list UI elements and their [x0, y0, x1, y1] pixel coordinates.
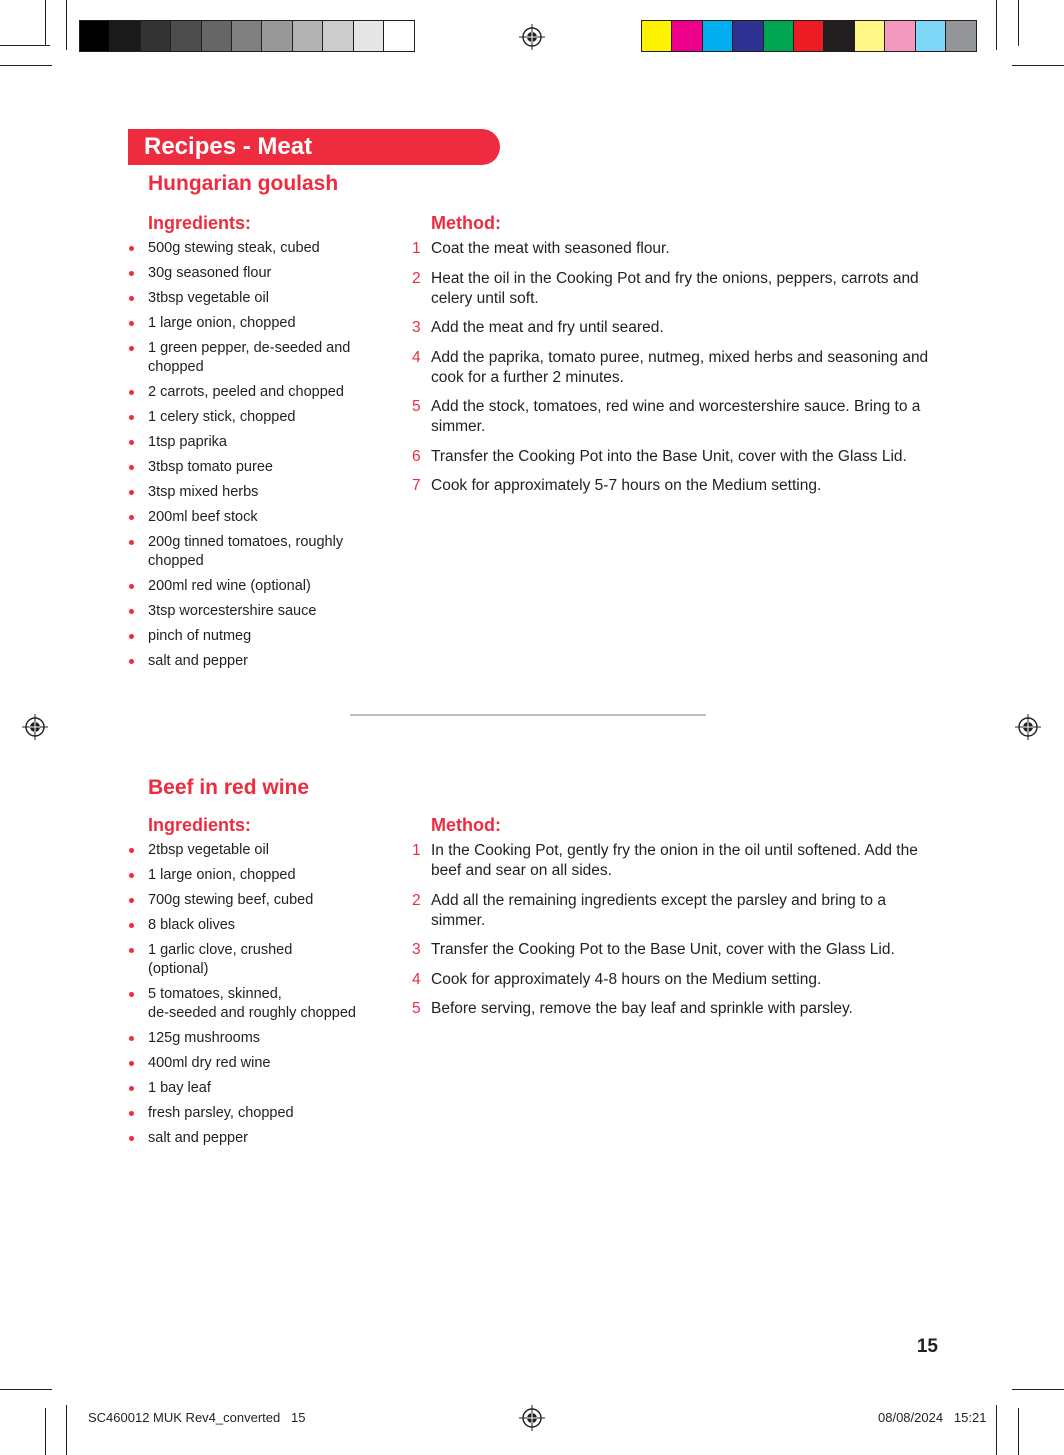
ingredient-text: salt and pepper: [148, 1130, 248, 1146]
bullet-icon: [129, 246, 134, 251]
ingredient-item: [129, 314, 369, 333]
ingredient-item: [129, 577, 369, 596]
recipe-divider: [350, 714, 706, 716]
step-number: 1: [412, 842, 421, 859]
crop-mark: [0, 45, 50, 46]
ingredient-item: [129, 339, 369, 377]
color-swatch: [855, 21, 885, 51]
ingredient-text: 2 carrots, peeled and chopped: [148, 384, 344, 400]
ingredient-text: 400ml dry red wine: [148, 1055, 271, 1071]
page-number: 15: [916, 1336, 938, 1357]
crop-mark: [996, 0, 997, 50]
step-number: 4: [412, 970, 421, 988]
ingredient-item: [129, 289, 369, 308]
ingredient-item: [129, 891, 369, 910]
ingredient-item: [129, 916, 369, 935]
ingredient-text: salt and pepper: [148, 653, 248, 669]
ingredient-text: 3tbsp vegetable oil: [148, 290, 269, 306]
ingredient-item: [129, 1079, 369, 1098]
ingredient-text: 3tsp worcestershire sauce: [148, 603, 317, 619]
ingredient-item: [129, 264, 369, 283]
bullet-icon: [129, 584, 134, 589]
color-swatch: [916, 21, 946, 51]
bullet-icon: [129, 390, 134, 395]
bullet-icon: [129, 609, 134, 614]
section-banner: Recipes - Meat: [128, 129, 500, 165]
method-step: [412, 239, 942, 259]
method-heading: Method:: [431, 815, 501, 835]
method-list: [412, 239, 942, 506]
color-swatch: [672, 21, 702, 51]
ingredient-item: [129, 1104, 369, 1123]
step-number: 2: [412, 891, 421, 909]
method-step: [412, 447, 942, 467]
color-swatch: [171, 21, 201, 51]
step-text: Add the stock, tomatoes, red wine and worcestershire sauce. Bring to a simmer.: [431, 398, 921, 435]
crop-mark: [1018, 0, 1019, 46]
ingredient-item: [129, 941, 369, 979]
ingredient-item: [129, 1129, 369, 1148]
ingredient-text: 2tbsp vegetable oil: [148, 842, 269, 858]
ingredients-list: [129, 841, 369, 1154]
method-list: [412, 841, 942, 1029]
ingredient-text: 8 black olives: [148, 917, 236, 933]
bullet-icon: [129, 634, 134, 639]
bullet-icon: [129, 873, 134, 878]
step-text: Heat the oil in the Cooking Pot and fry the onions, peppers, carrots and celery until soft.: [431, 269, 919, 307]
ingredient-item: [129, 1029, 369, 1048]
color-swatch: [80, 21, 110, 51]
ingredient-text: 1 bay leaf: [148, 1080, 211, 1096]
ingredient-text: 1 green pepper, de-seeded and chopped: [148, 340, 351, 375]
ingredient-text: 30g seasoned flour: [148, 265, 272, 281]
step-number: 3: [412, 941, 421, 958]
bullet-icon: [129, 415, 134, 420]
crop-mark: [45, 1408, 46, 1455]
ingredient-text: 200ml red wine (optional): [148, 578, 311, 594]
ingredient-text: 1 garlic clove, crushed (optional): [148, 942, 293, 977]
step-text: Before serving, remove the bay leaf and sprinkle with parsley.: [431, 1000, 853, 1017]
step-text: Add all the remaining ingredients except the parsley and bring to a simmer.: [431, 891, 886, 929]
grayscale-color-bar: [79, 20, 415, 52]
ingredient-text: 700g stewing beef, cubed: [148, 892, 314, 908]
color-swatch: [764, 21, 794, 51]
color-swatch: [110, 21, 140, 51]
ingredient-text: 3tsp mixed herbs: [148, 484, 259, 500]
ingredients-heading: Ingredients:: [148, 815, 252, 835]
ingredient-item: [129, 985, 369, 1023]
ingredient-item: [129, 458, 369, 477]
crop-mark: [1012, 1389, 1064, 1390]
recipe-title: Hungarian goulash: [148, 172, 339, 195]
registration-mark-icon: [519, 24, 545, 50]
footer-date: 08/08/2024 15:21: [878, 1410, 987, 1425]
color-swatch: [733, 21, 763, 51]
step-text: Coat the meat with seasoned flour.: [431, 240, 670, 257]
ingredient-item: [129, 408, 369, 427]
step-text: Add the paprika, tomato puree, nutmeg, mixed herbs and seasoning and cook for a further 2 minutes.: [431, 348, 929, 386]
crop-mark: [1012, 65, 1064, 66]
color-swatch: [703, 21, 733, 51]
process-color-bar: [641, 20, 977, 52]
step-text: Cook for approximately 5-7 hours on the Medium setting.: [431, 477, 822, 494]
color-swatch: [642, 21, 672, 51]
step-text: Add the meat and fry until seared.: [431, 319, 664, 336]
color-swatch: [202, 21, 232, 51]
ingredient-item: [129, 383, 369, 402]
bullet-icon: [129, 296, 134, 301]
ingredient-item: [129, 841, 369, 860]
bullet-icon: [129, 346, 134, 351]
bullet-icon: [129, 992, 134, 997]
color-swatch: [293, 21, 323, 51]
ingredient-text: 1 celery stick, chopped: [148, 409, 296, 425]
color-swatch: [232, 21, 262, 51]
registration-mark-icon: [22, 714, 48, 740]
method-step: [412, 970, 942, 990]
ingredient-text: pinch of nutmeg: [148, 628, 252, 644]
ingredient-item: [129, 627, 369, 646]
color-swatch: [794, 21, 824, 51]
method-step: [412, 940, 942, 960]
method-step: [412, 397, 942, 437]
registration-mark-icon: [1015, 714, 1041, 740]
ingredient-item: [129, 602, 369, 621]
color-swatch: [323, 21, 353, 51]
ingredient-text: 200g tinned tomatoes, roughly chopped: [148, 534, 344, 569]
step-number: 6: [412, 447, 421, 465]
color-swatch: [885, 21, 915, 51]
bullet-icon: [129, 540, 134, 545]
crop-mark: [66, 1405, 67, 1455]
bullet-icon: [129, 1111, 134, 1116]
ingredient-item: [129, 1054, 369, 1073]
bullet-icon: [129, 1061, 134, 1066]
method-step: [412, 318, 942, 338]
crop-mark: [0, 1389, 52, 1390]
step-text: Cook for approximately 4-8 hours on the Medium setting.: [431, 970, 822, 988]
method-heading: Method:: [431, 213, 501, 233]
bullet-icon: [129, 923, 134, 928]
ingredient-item: [129, 239, 369, 258]
step-number: 5: [412, 398, 421, 415]
ingredient-text: 500g stewing steak, cubed: [148, 240, 320, 256]
bullet-icon: [129, 898, 134, 903]
bullet-icon: [129, 848, 134, 853]
method-step: [412, 841, 942, 881]
ingredient-item: [129, 533, 369, 571]
method-step: [412, 891, 942, 931]
color-swatch: [384, 21, 414, 51]
crop-mark: [45, 0, 46, 46]
ingredient-item: [129, 652, 369, 671]
bullet-icon: [129, 1036, 134, 1041]
step-number: 2: [412, 269, 421, 287]
bullet-icon: [129, 271, 134, 276]
ingredient-text: 5 tomatoes, skinned, de-seeded and roughly chopped: [148, 986, 356, 1021]
color-swatch: [262, 21, 292, 51]
step-number: 1: [412, 240, 421, 257]
bullet-icon: [129, 659, 134, 664]
ingredient-text: 1 large onion, chopped: [148, 315, 296, 331]
bullet-icon: [129, 440, 134, 445]
bullet-icon: [129, 321, 134, 326]
step-text: Transfer the Cooking Pot into the Base Unit, cover with the Glass Lid.: [431, 447, 907, 465]
method-step: [412, 348, 942, 388]
step-text: Transfer the Cooking Pot to the Base Unit, cover with the Glass Lid.: [431, 941, 895, 958]
recipe-title: Beef in red wine: [148, 776, 310, 799]
ingredient-text: fresh parsley, chopped: [148, 1105, 294, 1121]
bullet-icon: [129, 1086, 134, 1091]
footer-job-info: SC460012 MUK Rev4_converted 15: [88, 1410, 306, 1425]
ingredient-item: [129, 508, 369, 527]
ingredients-heading: Ingredients:: [148, 213, 252, 233]
method-step: [412, 269, 942, 309]
color-swatch: [141, 21, 171, 51]
step-number: 5: [412, 1000, 421, 1017]
bullet-icon: [129, 1136, 134, 1141]
color-swatch: [824, 21, 854, 51]
step-number: 4: [412, 348, 421, 366]
ingredient-text: 1 large onion, chopped: [148, 867, 296, 883]
bullet-icon: [129, 490, 134, 495]
crop-mark: [66, 0, 67, 50]
ingredient-text: 125g mushrooms: [148, 1030, 261, 1046]
ingredient-item: [129, 483, 369, 502]
step-text: In the Cooking Pot, gently fry the onion in the oil until softened. Add the beef and sear on all sides.: [431, 842, 918, 879]
ingredient-text: 3tbsp tomato puree: [148, 459, 273, 475]
method-step: [412, 476, 942, 496]
ingredient-item: [129, 433, 369, 452]
crop-mark: [1018, 1408, 1019, 1455]
ingredient-item: [129, 866, 369, 885]
step-number: 3: [412, 319, 421, 336]
ingredient-text: 1tsp paprika: [148, 434, 227, 450]
bullet-icon: [129, 948, 134, 953]
bullet-icon: [129, 515, 134, 520]
ingredients-list: [129, 239, 369, 677]
bullet-icon: [129, 465, 134, 470]
color-swatch: [946, 21, 976, 51]
registration-mark-icon: [519, 1405, 545, 1431]
method-step: [412, 999, 942, 1019]
step-number: 7: [412, 477, 421, 494]
color-swatch: [354, 21, 384, 51]
crop-mark: [996, 1405, 997, 1455]
ingredient-text: 200ml beef stock: [148, 509, 258, 525]
crop-mark: [0, 65, 52, 66]
